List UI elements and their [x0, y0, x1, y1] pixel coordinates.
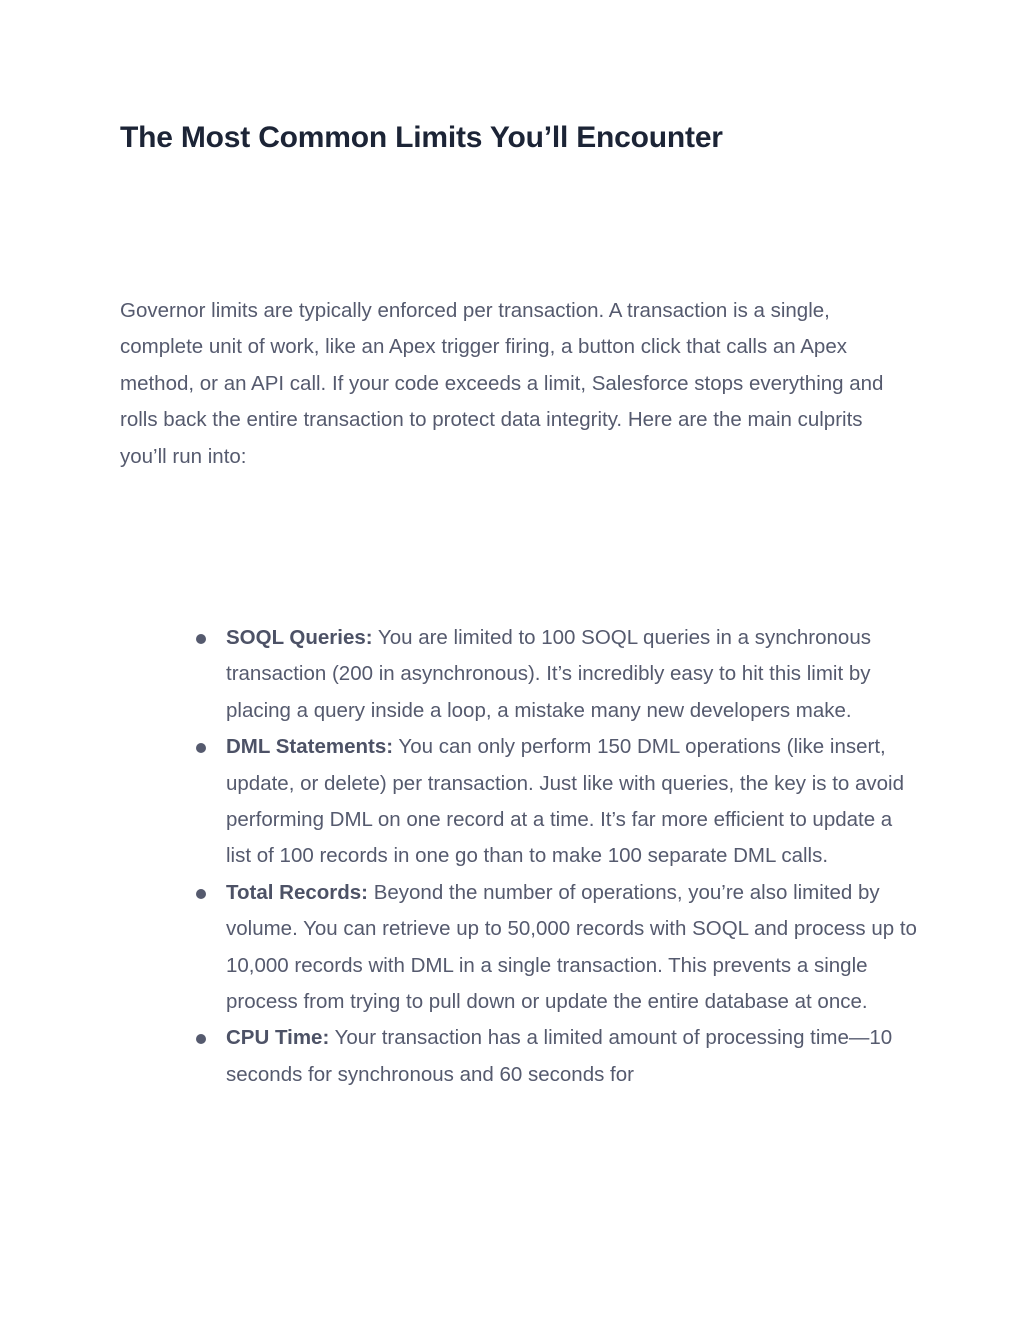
bullet-term: DML Statements:	[226, 735, 394, 759]
bullet-text: Your transaction has a limited amount of processing time—10 seconds for synchronous and 60 seconds for	[226, 1026, 893, 1086]
bullet-dot-icon	[196, 1034, 206, 1044]
bullet-dml-statements	[190, 729, 920, 875]
bullet-text: You are limited to 100 SOQL queries in a synchronous transaction (200 in asynchronous). It’s incredibly easy to hit this limit by placing a query inside a loop, a mistake many new developers make.	[226, 626, 871, 722]
intro-paragraph: Governor limits are typically enforced per transaction. A transaction is a single, complete unit of work, like an Apex trigger firing, a button click that calls an Apex method, or an API call. If your code exceeds a limit, Salesforce stops everything and rolls back the entire transaction to protect data integrity. Here are the main culprits you’ll run into:	[120, 299, 884, 468]
bullet-dot-icon	[196, 889, 206, 899]
bullet-dot-icon	[196, 634, 206, 644]
bullet-dot-icon	[196, 743, 206, 753]
bullet-total-records	[190, 875, 920, 1021]
bullet-cpu-time	[190, 1020, 920, 1093]
bullet-term: Total Records:	[226, 880, 368, 904]
bullet-text: You can only perform 150 DML operations (like insert, update, or delete) per transaction. Just like with queries, the key is to avoid performing DML on one record at a time. It’s far more efficient to update a list of 100 records in one go than to make 100 separate DML calls.	[226, 735, 905, 868]
bullet-soql-queries	[190, 620, 920, 729]
limits-bullet-list	[190, 620, 920, 1093]
bullet-text: Beyond the number of operations, you’re also limited by volume. You can retrieve up to 50,000 records with SOQL and process up to 10,000 records with DML in a single transaction. This prevents a single process from trying to pull down or update the entire database at once.	[226, 880, 917, 1014]
page-title: The Most Common Limits You’ll Encounter	[120, 121, 723, 154]
bullet-term: SOQL Queries:	[226, 626, 373, 649]
bullet-term: CPU Time:	[226, 1026, 330, 1050]
